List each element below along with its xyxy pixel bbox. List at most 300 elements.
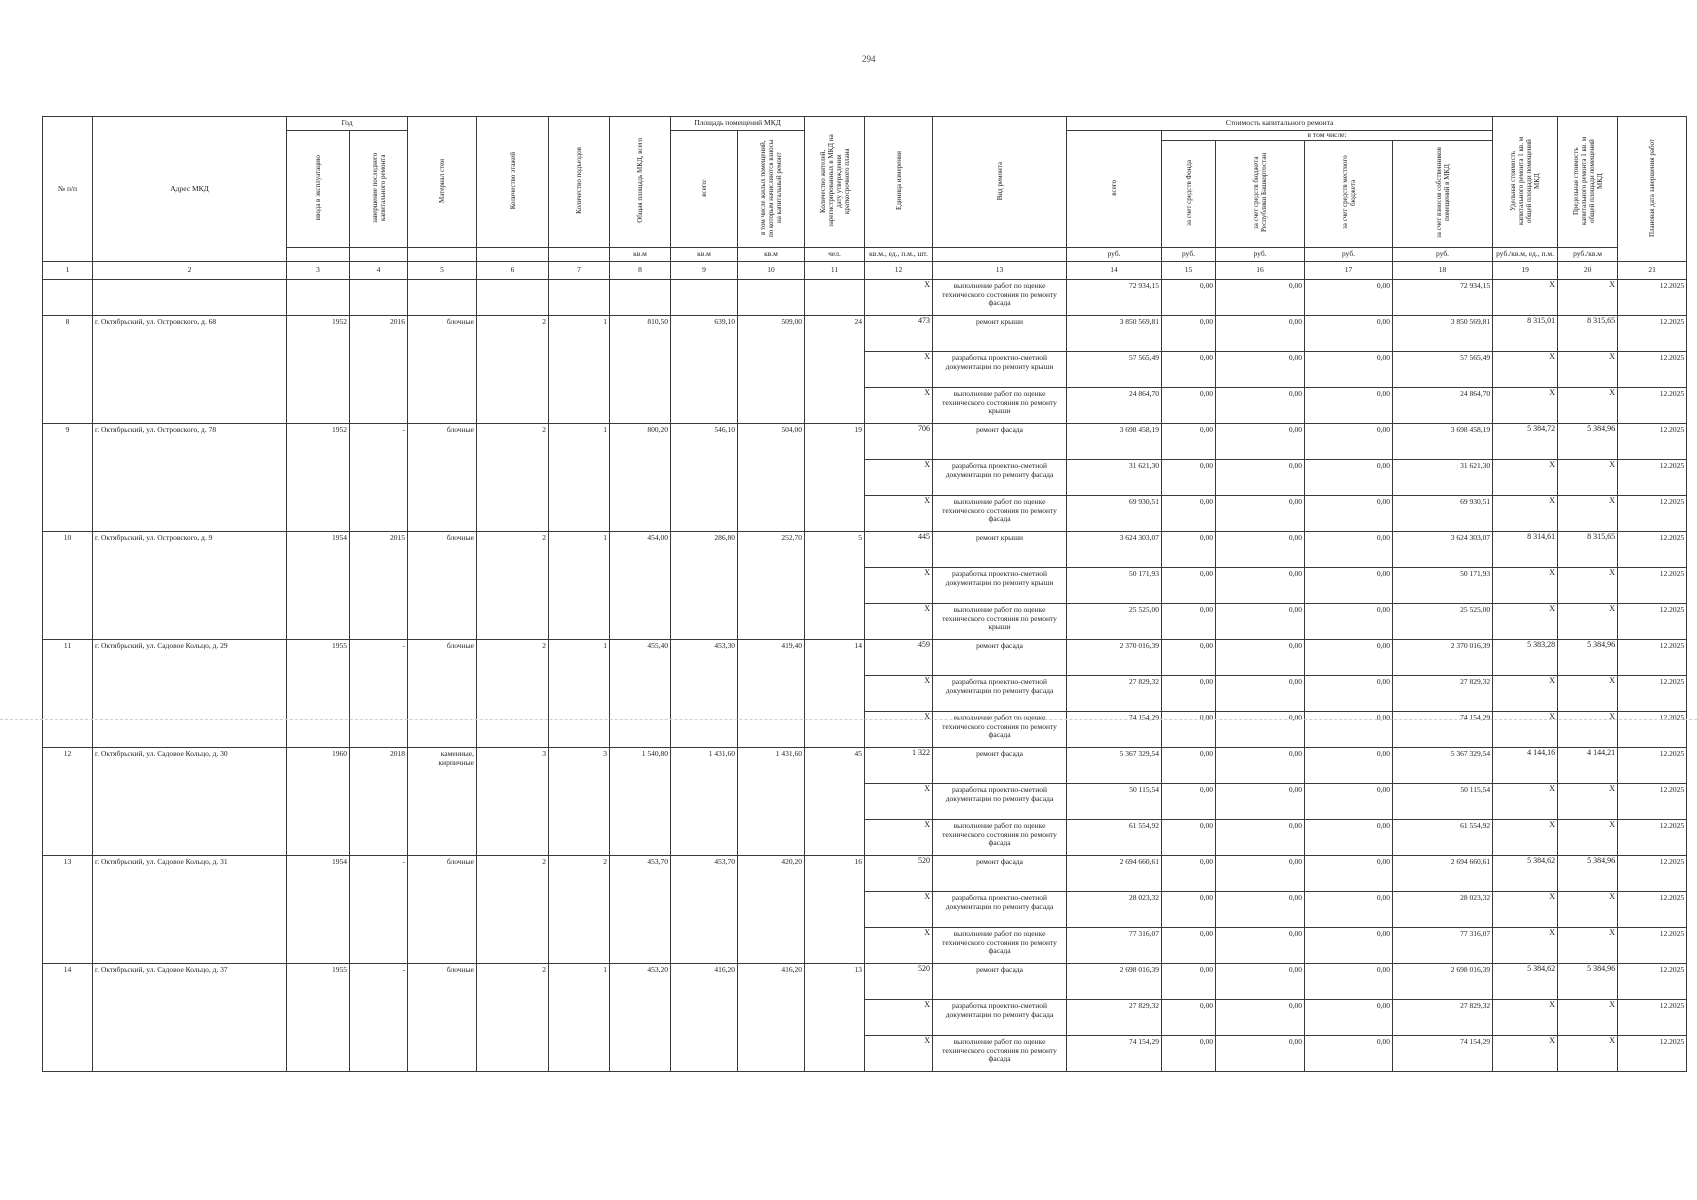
col-number: 4 — [350, 262, 408, 280]
work-type: разработка проектно-сметной документации по ремонту крыши — [933, 568, 1067, 604]
work-cost-republic: 0,00 — [1216, 496, 1305, 532]
building-total-area: 810,50 — [610, 316, 671, 424]
work-unit: Х — [865, 1000, 933, 1036]
cont-total: 72 934,15 — [1067, 280, 1162, 316]
work-cost-local: 0,00 — [1305, 568, 1393, 604]
work-completion-date: 12.2025 — [1618, 676, 1687, 712]
unit-cost-owners: руб. — [1393, 248, 1493, 262]
work-unit-cost: 8 314,61 — [1493, 532, 1558, 568]
work-unit: 459 — [865, 640, 933, 676]
work-cost-republic: 0,00 — [1216, 748, 1305, 784]
work-type: разработка проектно-сметной документации по ремонту фасада — [933, 1000, 1067, 1036]
work-cost-republic: 0,00 — [1216, 712, 1305, 748]
building-premises-area: 453,70 — [671, 856, 738, 964]
work-unit: Х — [865, 460, 933, 496]
col-number: 5 — [408, 262, 477, 280]
repair-plan-table — [42, 116, 1687, 1072]
building-entrances: 1 — [549, 424, 610, 532]
work-limit-cost: 8 315,65 — [1558, 532, 1618, 568]
building-entrances: 1 — [549, 532, 610, 640]
work-cost-republic: 0,00 — [1216, 1000, 1305, 1036]
work-completion-date: 12.2025 — [1618, 712, 1687, 748]
work-completion-date: 12.2025 — [1618, 496, 1687, 532]
building-number: 8 — [43, 316, 93, 424]
work-cost-republic: 0,00 — [1216, 928, 1305, 964]
cont-local: 0,00 — [1305, 280, 1393, 316]
work-cost-owners: 74 154,29 — [1393, 712, 1493, 748]
work-type: выполнение работ по оценке технического состояния по ремонту крыши — [933, 604, 1067, 640]
col-number: 1 — [43, 262, 93, 280]
building-address: г. Октябрьский, ул. Садовое Кольцо, д. 29 — [93, 640, 287, 748]
building-repair-year: - — [350, 856, 408, 964]
work-cost-total: 3 624 303,07 — [1067, 532, 1162, 568]
work-cost-owners: 5 367 329,54 — [1393, 748, 1493, 784]
unit-cost-republic: руб. — [1216, 248, 1305, 262]
work-cost-total: 69 930,51 — [1067, 496, 1162, 532]
work-cost-fund: 0,00 — [1162, 748, 1216, 784]
work-type: выполнение работ по оценке технического состояния по ремонту фасада — [933, 820, 1067, 856]
work-unit-cost: Х — [1493, 1036, 1558, 1072]
work-limit-cost: Х — [1558, 712, 1618, 748]
col-floors-header: Количество этажей — [477, 117, 549, 248]
col-number: 19 — [1493, 262, 1558, 280]
work-limit-cost: Х — [1558, 568, 1618, 604]
work-limit-cost: Х — [1558, 460, 1618, 496]
work-unit-cost: 5 384,72 — [1493, 424, 1558, 460]
work-cost-owners: 74 154,29 — [1393, 1036, 1493, 1072]
work-limit-cost: 5 384,96 — [1558, 424, 1618, 460]
col-number: 10 — [738, 262, 805, 280]
building-repair-year: 2015 — [350, 532, 408, 640]
work-unit-cost: Х — [1493, 712, 1558, 748]
cont-fund: 0,00 — [1162, 280, 1216, 316]
table-body — [43, 262, 1687, 1072]
work-cost-fund: 0,00 — [1162, 388, 1216, 424]
building-year: 1954 — [287, 532, 350, 640]
work-completion-date: 12.2025 — [1618, 1036, 1687, 1072]
work-cost-republic: 0,00 — [1216, 1036, 1305, 1072]
work-cost-local: 0,00 — [1305, 1000, 1393, 1036]
work-cost-republic: 0,00 — [1216, 424, 1305, 460]
work-cost-republic: 0,00 — [1216, 856, 1305, 892]
work-unit: Х — [865, 784, 933, 820]
work-cost-republic: 0,00 — [1216, 316, 1305, 352]
building-entrances: 1 — [549, 964, 610, 1072]
work-cost-local: 0,00 — [1305, 928, 1393, 964]
work-cost-fund: 0,00 — [1162, 964, 1216, 1000]
work-cost-local: 0,00 — [1305, 352, 1393, 388]
work-unit-cost: Х — [1493, 388, 1558, 424]
work-cost-total: 27 829,32 — [1067, 1000, 1162, 1036]
building-premises-area: 453,30 — [671, 640, 738, 748]
work-unit-cost: 8 315,01 — [1493, 316, 1558, 352]
col-total-area-header: Общая площадь МКД, всего — [610, 117, 671, 248]
cont-empty — [610, 280, 671, 316]
work-limit-cost: 4 144,21 — [1558, 748, 1618, 784]
building-year: 1955 — [287, 640, 350, 748]
work-limit-cost: 5 384,96 — [1558, 856, 1618, 892]
work-cost-republic: 0,00 — [1216, 460, 1305, 496]
work-cost-owners: 3 850 569,81 — [1393, 316, 1493, 352]
building-year: 1952 — [287, 316, 350, 424]
work-unit-cost: Х — [1493, 496, 1558, 532]
building-material: блочные — [408, 532, 477, 640]
work-completion-date: 12.2025 — [1618, 316, 1687, 352]
unit-year-1 — [287, 248, 350, 262]
building-year: 1954 — [287, 856, 350, 964]
work-unit-cost: 5 383,28 — [1493, 640, 1558, 676]
work-cost-local: 0,00 — [1305, 1036, 1393, 1072]
building-entrances: 1 — [549, 640, 610, 748]
col-number: 2 — [93, 262, 287, 280]
work-limit-cost: Х — [1558, 604, 1618, 640]
work-unit: Х — [865, 820, 933, 856]
building-year: 1952 — [287, 424, 350, 532]
cont-empty — [477, 280, 549, 316]
work-unit: 520 — [865, 964, 933, 1000]
building-repair-year: - — [350, 640, 408, 748]
building-number: 14 — [43, 964, 93, 1072]
cont-empty — [93, 280, 287, 316]
cont-unit: Х — [865, 280, 933, 316]
work-cost-local: 0,00 — [1305, 748, 1393, 784]
work-cost-total: 3 850 569,81 — [1067, 316, 1162, 352]
building-premises-area: 546,10 — [671, 424, 738, 532]
building-year: 1960 — [287, 748, 350, 856]
building-entrances: 3 — [549, 748, 610, 856]
work-cost-owners: 77 316,07 — [1393, 928, 1493, 964]
work-cost-owners: 61 554,92 — [1393, 820, 1493, 856]
work-unit-cost: Х — [1493, 568, 1558, 604]
work-cost-total: 2 694 660,61 — [1067, 856, 1162, 892]
building-total-area: 455,40 — [610, 640, 671, 748]
work-cost-republic: 0,00 — [1216, 604, 1305, 640]
cont-empty — [738, 280, 805, 316]
scan-artifact-line — [0, 719, 1697, 720]
work-cost-total: 31 621,30 — [1067, 460, 1162, 496]
building-material: блочные — [408, 424, 477, 532]
table-row — [43, 748, 1687, 784]
work-type: разработка проектно-сметной документации по ремонту фасада — [933, 676, 1067, 712]
work-unit-cost: Х — [1493, 460, 1558, 496]
table-header — [43, 117, 1687, 262]
work-unit-cost: Х — [1493, 352, 1558, 388]
cont-empty — [287, 280, 350, 316]
cont-republic: 0,00 — [1216, 280, 1305, 316]
building-contrib-area: 1 431,60 — [738, 748, 805, 856]
work-type: ремонт крыши — [933, 316, 1067, 352]
work-cost-republic: 0,00 — [1216, 964, 1305, 1000]
col-completion-header: Плановая дата завершения работ — [1618, 117, 1687, 262]
work-cost-local: 0,00 — [1305, 388, 1393, 424]
building-residents: 14 — [805, 640, 865, 748]
building-premises-area: 416,20 — [671, 964, 738, 1072]
building-floors: 2 — [477, 640, 549, 748]
building-year: 1955 — [287, 964, 350, 1072]
work-unit: Х — [865, 928, 933, 964]
unit-cost-local: руб. — [1305, 248, 1393, 262]
building-floors: 2 — [477, 856, 549, 964]
col-number: 3 — [287, 262, 350, 280]
col-number: 20 — [1558, 262, 1618, 280]
unit-year-2 — [350, 248, 408, 262]
work-cost-fund: 0,00 — [1162, 856, 1216, 892]
building-address: г. Октябрьский, ул. Садовое Кольцо, д. 31 — [93, 856, 287, 964]
table-row — [43, 856, 1687, 892]
building-address: г. Октябрьский, ул. Островского, д. 68 — [93, 316, 287, 424]
work-cost-republic: 0,00 — [1216, 784, 1305, 820]
work-completion-date: 12.2025 — [1618, 820, 1687, 856]
building-entrances: 1 — [549, 316, 610, 424]
work-cost-total: 5 367 329,54 — [1067, 748, 1162, 784]
unit-premises-total: кв.м — [671, 248, 738, 262]
unit-limit-cost: руб./кв.м — [1558, 248, 1618, 262]
work-unit-cost: Х — [1493, 676, 1558, 712]
table-row — [43, 640, 1687, 676]
work-cost-fund: 0,00 — [1162, 928, 1216, 964]
building-total-area: 454,00 — [610, 532, 671, 640]
work-unit-cost: 5 384,62 — [1493, 964, 1558, 1000]
work-type: выполнение работ по оценке технического состояния по ремонту фасада — [933, 496, 1067, 532]
work-cost-owners: 2 698 016,39 — [1393, 964, 1493, 1000]
work-unit: Х — [865, 1036, 933, 1072]
building-repair-year: 2016 — [350, 316, 408, 424]
work-limit-cost: Х — [1558, 1036, 1618, 1072]
work-unit: Х — [865, 892, 933, 928]
building-repair-year: - — [350, 424, 408, 532]
building-address: г. Октябрьский, ул. Островского, д. 9 — [93, 532, 287, 640]
work-cost-fund: 0,00 — [1162, 640, 1216, 676]
work-cost-total: 57 565,49 — [1067, 352, 1162, 388]
work-completion-date: 12.2025 — [1618, 640, 1687, 676]
building-contrib-area: 509,00 — [738, 316, 805, 424]
work-cost-local: 0,00 — [1305, 532, 1393, 568]
col-premises-group-header: Площадь помещений МКД — [671, 117, 805, 131]
cont-limit: Х — [1558, 280, 1618, 316]
work-cost-total: 3 698 458,19 — [1067, 424, 1162, 460]
cont-work: выполнение работ по оценке технического состояния по ремонту фасада — [933, 280, 1067, 316]
work-cost-local: 0,00 — [1305, 892, 1393, 928]
col-entrances-header: Количество подъездов — [549, 117, 610, 248]
work-cost-owners: 3 624 303,07 — [1393, 532, 1493, 568]
building-contrib-area: 416,20 — [738, 964, 805, 1072]
building-total-area: 453,20 — [610, 964, 671, 1072]
col-cost-group-header: Стоимость капитального ремонта — [1067, 117, 1493, 131]
col-cost-total-header: всего — [1067, 131, 1162, 248]
work-cost-local: 0,00 — [1305, 712, 1393, 748]
col-number: 13 — [933, 262, 1067, 280]
col-number: 7 — [549, 262, 610, 280]
col-local-header: за счет средств местного бюджета — [1305, 141, 1393, 248]
work-cost-fund: 0,00 — [1162, 568, 1216, 604]
work-cost-fund: 0,00 — [1162, 424, 1216, 460]
work-unit: 473 — [865, 316, 933, 352]
work-cost-republic: 0,00 — [1216, 676, 1305, 712]
work-cost-local: 0,00 — [1305, 676, 1393, 712]
work-completion-date: 12.2025 — [1618, 928, 1687, 964]
work-limit-cost: 5 384,96 — [1558, 640, 1618, 676]
cont-empty — [43, 280, 93, 316]
col-number: 6 — [477, 262, 549, 280]
col-year-commission-header: ввода в эксплуатацию — [287, 131, 350, 248]
work-cost-local: 0,00 — [1305, 784, 1393, 820]
work-cost-total: 27 829,32 — [1067, 676, 1162, 712]
building-repair-year: - — [350, 964, 408, 1072]
building-residents: 19 — [805, 424, 865, 532]
work-limit-cost: Х — [1558, 928, 1618, 964]
cont-empty — [408, 280, 477, 316]
work-unit: Х — [865, 352, 933, 388]
table-row — [43, 532, 1687, 568]
work-unit-cost: 4 144,16 — [1493, 748, 1558, 784]
work-cost-total: 74 154,29 — [1067, 712, 1162, 748]
work-unit-cost: Х — [1493, 928, 1558, 964]
unit-floors — [477, 248, 549, 262]
work-cost-fund: 0,00 — [1162, 892, 1216, 928]
work-completion-date: 12.2025 — [1618, 1000, 1687, 1036]
work-cost-local: 0,00 — [1305, 856, 1393, 892]
work-completion-date: 12.2025 — [1618, 352, 1687, 388]
work-type: выполнение работ по оценке технического состояния по ремонту крыши — [933, 388, 1067, 424]
work-completion-date: 12.2025 — [1618, 856, 1687, 892]
unit-unit-cost: руб./кв.м, ед., п.м. — [1493, 248, 1558, 262]
work-cost-fund: 0,00 — [1162, 784, 1216, 820]
work-cost-fund: 0,00 — [1162, 496, 1216, 532]
work-unit-cost: 5 384,62 — [1493, 856, 1558, 892]
building-material: блочные — [408, 856, 477, 964]
unit-premises-contrib: кв.м — [738, 248, 805, 262]
building-material: блочные — [408, 316, 477, 424]
work-completion-date: 12.2025 — [1618, 892, 1687, 928]
unit-total-area: кв.м — [610, 248, 671, 262]
building-floors: 2 — [477, 964, 549, 1072]
work-completion-date: 12.2025 — [1618, 460, 1687, 496]
cont-empty — [805, 280, 865, 316]
table-row — [43, 424, 1687, 460]
building-floors: 2 — [477, 424, 549, 532]
building-address: г. Октябрьский, ул. Садовое Кольцо, д. 30 — [93, 748, 287, 856]
work-unit-cost: Х — [1493, 784, 1558, 820]
work-cost-total: 50 115,54 — [1067, 784, 1162, 820]
work-unit-cost: Х — [1493, 820, 1558, 856]
col-number: 16 — [1216, 262, 1305, 280]
work-cost-local: 0,00 — [1305, 604, 1393, 640]
building-material: блочные — [408, 964, 477, 1072]
work-cost-local: 0,00 — [1305, 496, 1393, 532]
work-completion-date: 12.2025 — [1618, 604, 1687, 640]
work-cost-total: 61 554,92 — [1067, 820, 1162, 856]
building-residents: 24 — [805, 316, 865, 424]
col-limit-cost-header: Предельная стоимость капитального ремонта 1 кв. м общей площади помещений МКД — [1558, 117, 1618, 248]
work-type: ремонт фасада — [933, 640, 1067, 676]
col-number: 9 — [671, 262, 738, 280]
repair-plan-sheet — [42, 116, 1685, 1084]
work-cost-owners: 50 115,54 — [1393, 784, 1493, 820]
building-contrib-area: 420,20 — [738, 856, 805, 964]
work-limit-cost: 5 384,96 — [1558, 964, 1618, 1000]
work-cost-local: 0,00 — [1305, 424, 1393, 460]
work-cost-owners: 57 565,49 — [1393, 352, 1493, 388]
work-type: ремонт фасада — [933, 856, 1067, 892]
work-cost-republic: 0,00 — [1216, 352, 1305, 388]
col-unit-header: Единица измерения — [865, 117, 933, 248]
cont-unit-cost: Х — [1493, 280, 1558, 316]
work-unit: Х — [865, 676, 933, 712]
col-num-header: № п/п — [43, 117, 93, 262]
col-fund-header: за счет средств Фонда — [1162, 141, 1216, 248]
work-cost-fund: 0,00 — [1162, 460, 1216, 496]
work-cost-total: 2 698 016,39 — [1067, 964, 1162, 1000]
col-work-type-header: Вид ремонта — [933, 117, 1067, 248]
col-number: 8 — [610, 262, 671, 280]
work-cost-owners: 24 864,70 — [1393, 388, 1493, 424]
col-number: 14 — [1067, 262, 1162, 280]
work-limit-cost: Х — [1558, 676, 1618, 712]
work-type: разработка проектно-сметной документации по ремонту крыши — [933, 352, 1067, 388]
work-cost-republic: 0,00 — [1216, 892, 1305, 928]
work-unit-cost: Х — [1493, 604, 1558, 640]
col-number: 21 — [1618, 262, 1687, 280]
work-unit: Х — [865, 712, 933, 748]
building-premises-area: 639,10 — [671, 316, 738, 424]
cont-empty — [350, 280, 408, 316]
table-row — [43, 964, 1687, 1000]
col-material-header: Материал стен — [408, 117, 477, 248]
work-unit-cost: Х — [1493, 1000, 1558, 1036]
work-limit-cost: Х — [1558, 892, 1618, 928]
unit-cost-fund: руб. — [1162, 248, 1216, 262]
work-type: разработка проектно-сметной документации по ремонту фасада — [933, 784, 1067, 820]
col-republic-header: за счет средств бюджета Республики Башкортостан — [1216, 141, 1305, 248]
building-repair-year: 2018 — [350, 748, 408, 856]
cont-empty — [671, 280, 738, 316]
work-cost-owners: 28 023,32 — [1393, 892, 1493, 928]
cont-owners: 72 934,15 — [1393, 280, 1493, 316]
work-cost-fund: 0,00 — [1162, 820, 1216, 856]
work-limit-cost: Х — [1558, 352, 1618, 388]
building-number: 9 — [43, 424, 93, 532]
cont-date: 12.2025 — [1618, 280, 1687, 316]
work-type: ремонт крыши — [933, 532, 1067, 568]
work-type: разработка проектно-сметной документации по ремонту фасада — [933, 892, 1067, 928]
building-floors: 2 — [477, 532, 549, 640]
building-address: г. Октябрьский, ул. Островского, д. 78 — [93, 424, 287, 532]
building-premises-area: 286,80 — [671, 532, 738, 640]
building-residents: 45 — [805, 748, 865, 856]
col-number: 17 — [1305, 262, 1393, 280]
building-floors: 3 — [477, 748, 549, 856]
work-type: выполнение работ по оценке технического состояния по ремонту фасада — [933, 712, 1067, 748]
col-residents-header: Количество жителей, зарегистрированных в МКД на дату утверждения краткосрочного плана — [805, 117, 865, 248]
work-cost-owners: 50 171,93 — [1393, 568, 1493, 604]
work-limit-cost: 8 315,65 — [1558, 316, 1618, 352]
building-residents: 13 — [805, 964, 865, 1072]
work-cost-total: 24 864,70 — [1067, 388, 1162, 424]
unit-material — [408, 248, 477, 262]
work-completion-date: 12.2025 — [1618, 748, 1687, 784]
work-cost-owners: 27 829,32 — [1393, 676, 1493, 712]
work-limit-cost: Х — [1558, 496, 1618, 532]
work-unit: 1 322 — [865, 748, 933, 784]
col-incl-header: в том числе: — [1162, 131, 1493, 141]
work-unit: Х — [865, 604, 933, 640]
work-cost-total: 77 316,07 — [1067, 928, 1162, 964]
work-cost-fund: 0,00 — [1162, 712, 1216, 748]
building-contrib-area: 419,40 — [738, 640, 805, 748]
building-material: каменные, кирпичные — [408, 748, 477, 856]
unit-entrances — [549, 248, 610, 262]
continuation-row — [43, 280, 1687, 316]
